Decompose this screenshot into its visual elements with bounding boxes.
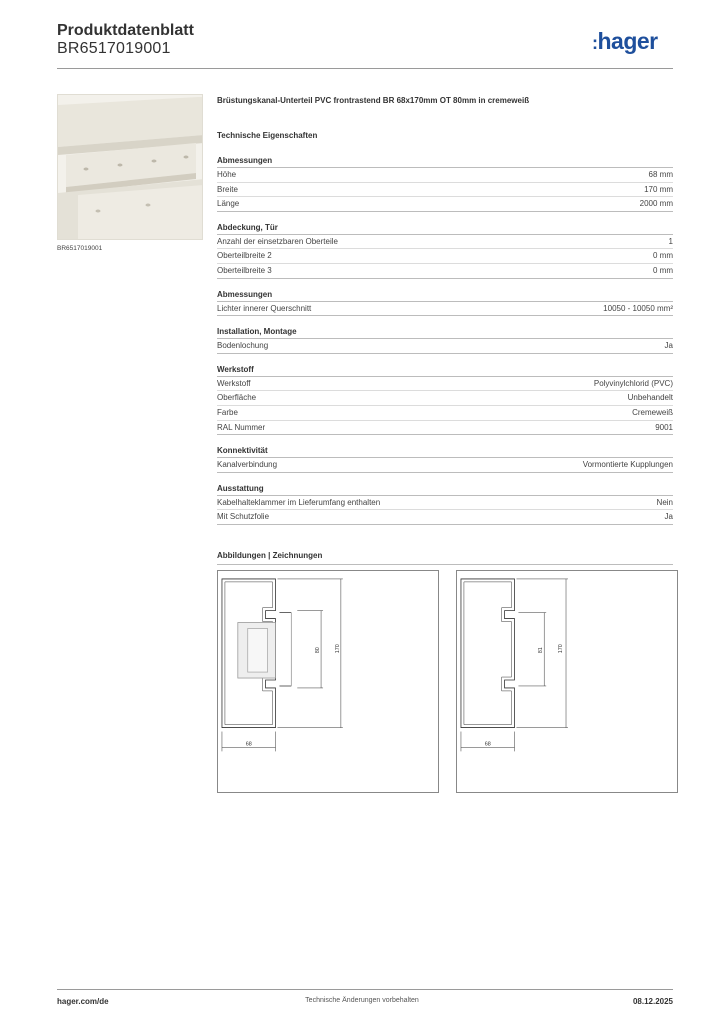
footer-website-link[interactable]: hager.com/de (57, 997, 109, 1006)
spec-label: Anzahl der einsetzbaren Oberteile (217, 236, 338, 246)
section-title: Ausstattung (217, 483, 673, 496)
spec-section-material (217, 364, 673, 435)
section-title: Abdeckung, Tür (217, 222, 673, 235)
spec-label: Länge (217, 199, 240, 209)
drawing-2-height-label: 170 (558, 644, 565, 654)
spec-label: Höhe (217, 170, 237, 179)
spec-label: Kanalverbindung (217, 460, 278, 470)
drawing-2-width-label: 68 (484, 741, 491, 748)
footer-divider (57, 989, 673, 990)
spec-label: Oberfläche (217, 393, 257, 403)
spec-value: Cremeweiß (632, 407, 673, 417)
technical-drawing-1 (217, 570, 439, 793)
spec-value: 170 mm (644, 184, 673, 194)
spec-value: 10050 - 10050 mm² (603, 303, 673, 313)
logo-dots: : (592, 33, 598, 53)
spec-row (217, 510, 673, 525)
drawing-1-height-label: 170 (334, 644, 341, 654)
footer-date: 08.12.2025 (632, 997, 673, 1006)
spec-label: Kabelhalteklammer im Lieferumfang enthalten (217, 497, 381, 507)
spec-row (217, 235, 673, 250)
cable-duct-illustration (58, 95, 203, 240)
spec-label: Farbe (217, 407, 238, 417)
spec-row (217, 391, 673, 406)
spec-section-dimensions (217, 155, 673, 212)
spec-value: Vormontierte Kupplungen (582, 460, 673, 470)
section-title: Abmessungen (217, 155, 673, 168)
spec-value: 2000 mm (639, 199, 673, 209)
header-divider (57, 68, 673, 69)
spec-value: Ja (664, 341, 673, 351)
spec-row (217, 339, 673, 354)
spec-row (217, 496, 673, 511)
section-title: Konnektivität (217, 445, 673, 458)
spec-label: RAL Nummer (217, 422, 266, 432)
logo-text: hager (597, 28, 658, 54)
drawing-1-width-label: 68 (245, 741, 252, 748)
spec-value: Ja (664, 512, 673, 522)
spec-section-cover (217, 222, 673, 279)
spec-row (217, 168, 673, 183)
section-title: Installation, Montage (217, 326, 673, 339)
spec-section-dimensions-2 (217, 289, 673, 317)
spec-value: Unbehandelt (627, 393, 673, 403)
spec-value: 0 mm (653, 251, 673, 261)
image-caption: BR6517019001 (57, 245, 103, 252)
spec-value: 1 (668, 236, 673, 246)
technical-drawing-2 (456, 570, 678, 793)
hager-logo[interactable] (592, 28, 658, 55)
spec-row (217, 264, 673, 279)
specs-table (217, 155, 673, 535)
spec-row (217, 421, 673, 436)
spec-row (217, 197, 673, 212)
spec-value: Nein (656, 497, 673, 507)
figures-heading: Abbildungen | Zeichnungen (217, 551, 323, 560)
spec-label: Lichter innerer Querschnitt (217, 303, 312, 313)
spec-label: Oberteilbreite 2 (217, 251, 272, 261)
spec-value: 9001 (655, 422, 673, 432)
section-title: Abmessungen (217, 289, 673, 302)
spec-row (217, 458, 673, 473)
spec-row (217, 302, 673, 317)
spec-label: Breite (217, 184, 238, 194)
spec-section-equipment (217, 483, 673, 525)
page-title: Produktdatenblatt (57, 22, 194, 39)
spec-label: Bodenlochung (217, 341, 269, 351)
tech-properties-heading: Technische Eigenschaften (217, 131, 318, 140)
spec-row (217, 406, 673, 421)
product-image (57, 94, 203, 240)
drawing-2-svg (457, 571, 677, 792)
product-code: BR6517019001 (57, 40, 171, 57)
figures-divider (217, 564, 673, 565)
section-title: Werkstoff (217, 364, 673, 377)
spec-value: 0 mm (653, 265, 673, 275)
footer-note: Technische Änderungen vorbehalten (305, 997, 419, 1004)
spec-label: Werkstoff (217, 378, 251, 388)
spec-row (217, 249, 673, 264)
spec-value: 68 mm (648, 170, 673, 179)
product-name: Brüstungskanal-Unterteil PVC frontrastend BR 68x170mm OT 80mm in cremeweiß (217, 96, 530, 105)
spec-section-installation (217, 326, 673, 354)
drawing-2-opening-label: 81 (538, 647, 545, 654)
spec-section-connectivity (217, 445, 673, 473)
drawing-1-svg (218, 571, 438, 792)
spec-row (217, 183, 673, 198)
spec-label: Mit Schutzfolie (217, 512, 270, 522)
spec-row (217, 377, 673, 392)
spec-value: Polyvinylchlorid (PVC) (593, 378, 673, 388)
spec-label: Oberteilbreite 3 (217, 265, 272, 275)
drawing-1-opening-label: 80 (315, 647, 322, 654)
